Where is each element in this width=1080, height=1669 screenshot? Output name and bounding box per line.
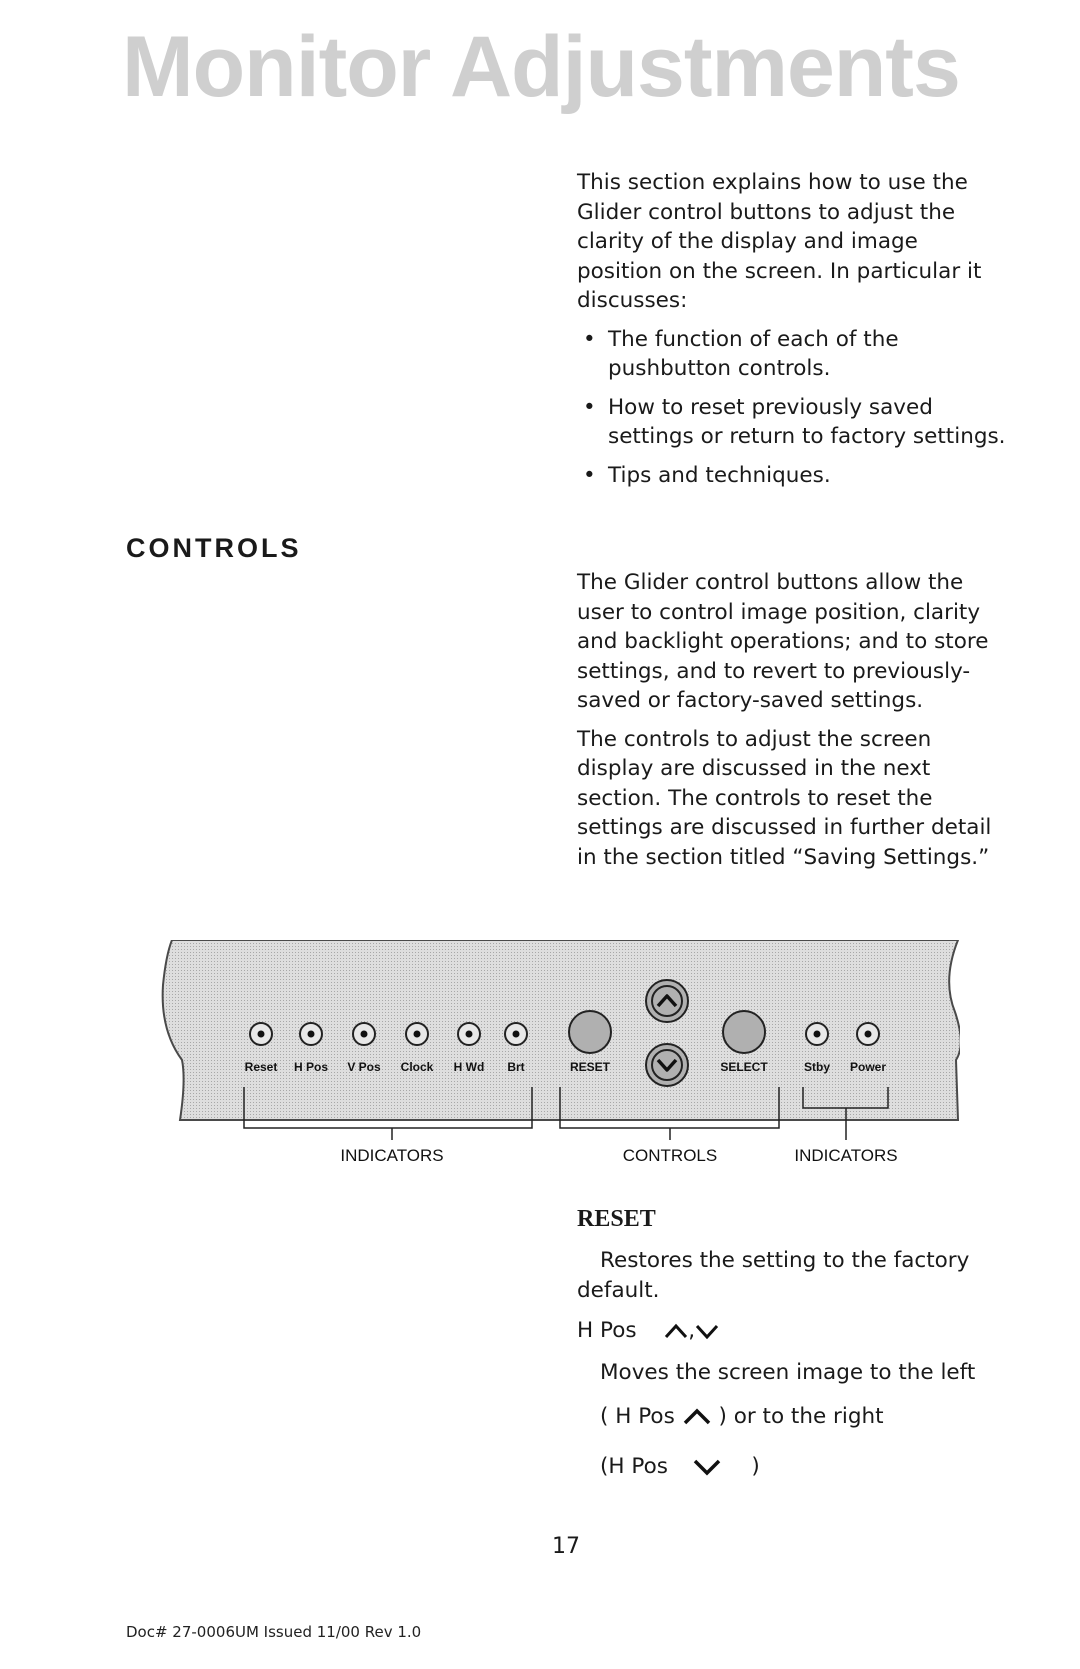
chevron-up-icon [682,1408,712,1426]
controls-paragraph-2: The controls to adjust the screen display are discussed in the next section. The controls to reset the settings are discussed in further detail in the section titled “Saving Settings.” [577,726,992,870]
page-number: 17 [552,1534,580,1559]
select-button-shape [723,1011,765,1053]
hpos-left-line [600,1402,884,1432]
reset-heading: RESET [577,1206,656,1232]
hpos-line [577,1316,719,1346]
group-label-indicators-right: INDICATORS [794,1146,898,1165]
hpos-right-open: (H Pos [600,1454,668,1479]
reset-description: Restores the setting to the factory default. [577,1248,970,1303]
hpos-left-open: ( H Pos [600,1404,675,1429]
control-panel-drawing [160,940,960,1180]
up-arrow-button-shape [646,980,688,1022]
indicator-light-power [857,1023,879,1045]
indicator-light-clock [406,1023,428,1045]
chevron-down-icon [695,1323,719,1339]
chevron-up-icon [664,1323,688,1339]
group-label-controls: CONTROLS [622,1146,718,1165]
page-title: Monitor Adjustments [122,19,960,115]
intro-block [577,168,1007,499]
controls-heading: CONTROLS [126,533,302,563]
chevron-down-icon [692,1458,722,1476]
down-arrow-button-shape [646,1044,688,1086]
intro-bullet: • The function of each of the pushbutton controls. [583,325,1007,384]
intro-bullet: • How to reset previously saved settings or return to factory settings. [583,393,1007,452]
reset-button-shape [569,1011,611,1053]
indicator-light-hwd [458,1023,480,1045]
control-panel-illustration [160,940,960,1180]
hpos-comma: , [688,1318,696,1343]
controls-block [577,568,1007,881]
indicator-light-reset [250,1023,272,1045]
indicator-light-brt [505,1023,527,1045]
hpos-label: H Pos [577,1318,637,1343]
control-panel-body [163,940,960,1120]
hpos-moves-text: Moves the screen image to the left [600,1360,976,1385]
intro-bullet: • Tips and techniques. [583,461,1007,491]
panel-label-select-button: SELECT [720,1060,768,1074]
indicator-light-vpos [353,1023,375,1045]
intro-paragraph: This section explains how to use the Glider control buttons to adjust the clarity of the display and image position on the screen. In particular it discusses: [577,170,982,313]
hpos-right-line [600,1452,760,1482]
indicator-light-stby [806,1023,828,1045]
hpos-right-close: ) [751,1454,760,1479]
panel-label-clock: Clock [400,1060,434,1074]
panel-label-hwd: H Wd [453,1060,485,1074]
document-footer: Doc# 27-0006UM Issued 11/00 Rev 1.0 [126,1623,422,1641]
group-label-indicators-left: INDICATORS [340,1146,444,1165]
panel-label-brt: Brt [507,1060,525,1074]
panel-label-reset: Reset [244,1060,278,1074]
panel-label-hpos: H Pos [293,1060,329,1074]
controls-paragraph-1: The Glider control buttons allow the user to control image position, clarity and backlight operations; and to store settings, and to revert to previously-saved or factory-saved settings. [577,570,989,713]
panel-label-stby: Stby [803,1060,831,1074]
panel-label-reset-button: RESET [569,1060,611,1074]
hpos-left-close: ) or to the right [718,1404,884,1429]
panel-label-power: Power [849,1060,887,1074]
indicator-light-hpos [300,1023,322,1045]
panel-label-vpos: V Pos [347,1060,381,1074]
